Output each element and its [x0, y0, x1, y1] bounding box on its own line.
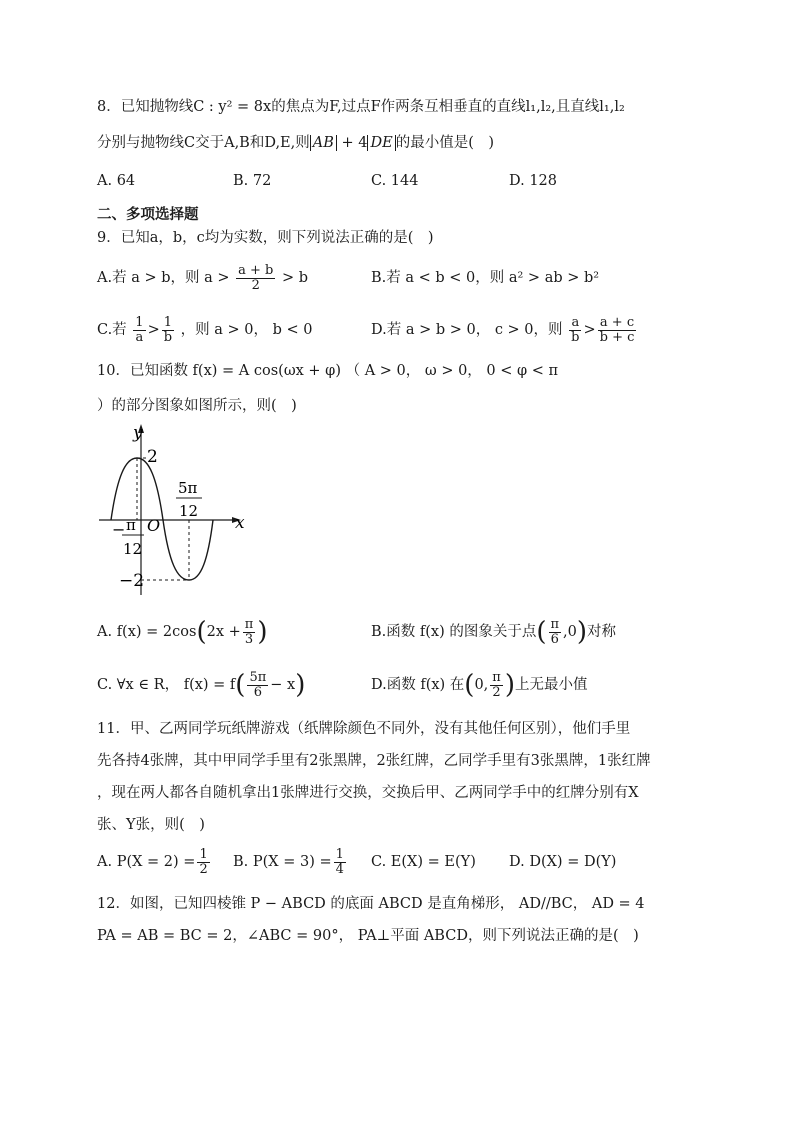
q9-a-pre: A.若 a > b，则 a > [97, 270, 230, 286]
q10-d-post: 上无最小值 [515, 677, 588, 693]
q12-line1: 12．如图，已知四棱锥 P − ABCD 的底面 ABCD 是直角梯形， AD//BC， AD = 4 [97, 896, 645, 912]
q10-stem-line2: ）的部分图象如图所示，则( ) [97, 398, 297, 414]
q9-d-frac1 [569, 316, 581, 344]
q10-a-lparen: ( [196, 617, 207, 647]
q9-d-d1: b [571, 329, 580, 345]
q10-d-den: 2 [492, 684, 501, 700]
q10-b-pre: B.函数 f(x) 的图象关于点 [371, 624, 537, 640]
q9-a-num: a + b [238, 262, 274, 278]
q10-b-rparen: ) [576, 617, 588, 647]
q8-abs-ab: AB [310, 135, 337, 151]
left-tick-num: π [126, 516, 136, 534]
right-tick-den: 12 [179, 502, 199, 520]
q9-d-pre: D.若 a > b > 0， c > 0，则 [371, 322, 563, 338]
q9-option-d [371, 314, 638, 346]
q11-option-b [233, 846, 348, 878]
q9-stem: 9．已知a，b，c均为实数，则下列说法正确的是( ) [97, 230, 434, 246]
origin-label: O [147, 516, 161, 535]
q10-c-lparen: ( [235, 670, 246, 700]
q10-b-fraction [549, 618, 562, 646]
q10-c-minus-x: − x [270, 677, 296, 693]
section-heading: 二、多项选择题 [97, 207, 199, 223]
q10-d-lparen: ( [464, 670, 475, 700]
q10-b-post: 对称 [587, 624, 617, 640]
q11-line4: 张、Y张，则( ) [97, 817, 205, 833]
q10-option-d [371, 667, 588, 703]
q8-option-b: B. 72 [233, 173, 272, 189]
q10-c-rparen: ) [295, 670, 306, 700]
q11-a-fraction [197, 848, 209, 876]
q9-c-d2: b [163, 329, 173, 345]
q12-line2: PA = AB = BC = 2，∠ABC = 90°， PA⊥平面 ABCD，则下列说法正确的是( ) [97, 928, 639, 944]
q9-d-gt: > [583, 322, 596, 338]
q11-a-pre: A. P(X = 2) = [97, 854, 196, 870]
q9-c-n2: 1 [162, 316, 174, 331]
q10-b-zero: ,0 [563, 624, 577, 640]
right-tick-num: 5π [178, 479, 198, 497]
q10-a-rparen: ) [257, 617, 268, 647]
q9-c-frac1 [133, 316, 145, 344]
q10-c-den: 6 [253, 684, 262, 700]
q9-option-a [97, 262, 308, 294]
q10-a-pre: A. f(x) = 2cos [97, 624, 197, 640]
q10-b-num: π [550, 616, 560, 632]
q9-a-den: 2 [251, 277, 260, 293]
q11-b-den: 4 [335, 861, 344, 877]
q8-option-a: A. 64 [97, 173, 136, 189]
q9-c-gt: > [147, 322, 160, 338]
q8-line2-post: 的最小值是( ) [395, 135, 495, 151]
left-tick-sign: − [112, 520, 126, 539]
q10-option-b [371, 614, 616, 650]
q11-a-num: 1 [199, 846, 208, 862]
x-axis-label: x [235, 513, 245, 533]
q9-d-n1: a [569, 316, 581, 331]
q10-d-fraction [490, 671, 503, 699]
q9-d-d2: b + c [599, 329, 635, 345]
q10-c-num: 5π [249, 669, 267, 685]
q9-d-n2: a + c [598, 316, 637, 331]
q10-a-num: π [244, 616, 254, 632]
q10-a-den: 3 [244, 631, 254, 647]
q10-option-a [97, 614, 267, 650]
q11-option-c: C. E(X) = E(Y) [371, 854, 476, 870]
q11-b-pre: B. P(X = 3) = [233, 854, 332, 870]
q10-d-pre: D.函数 f(x) 在 [371, 677, 465, 693]
q8-abs-de: DE [367, 135, 395, 151]
q8-option-d: D. 128 [509, 173, 558, 189]
q9-a-fraction [236, 264, 275, 292]
q11-line3: ，现在两人都各自随机拿出1张牌进行交换，交换后甲、乙两同学手中的红牌分别有X [97, 785, 639, 801]
q10-stem-line1: 10．已知函数 f(x) = A cos(ωx + φ) （ A > 0， ω > 0， 0 < φ < π [97, 363, 559, 379]
q8-line2-pre: 分别与抛物线C交于A,B和D,E,则 [97, 135, 310, 151]
q11-a-den: 2 [199, 861, 208, 877]
q11-line2: 先各持4张牌，其中甲同学手里有2张黑牌，2张红牌，乙同学手里有3张黑牌，1张红牌 [97, 753, 651, 769]
q8-option-c: C. 144 [371, 173, 419, 189]
q11-b-fraction [334, 848, 346, 876]
max-value-label: 2 [147, 447, 158, 467]
q11-line1: 11．甲、乙两同学玩纸牌游戏（纸牌除颜色不同外，没有其他任何区别），他们手里 [97, 721, 631, 737]
q10-option-c [97, 667, 305, 703]
q8-line1: 8．已知抛物线C : y² = 8x的焦点为F,过点F作两条互相垂直的直线l₁,l₂,且直线l₁,l₂ [97, 99, 625, 115]
q9-c-pre: C.若 [97, 322, 127, 338]
left-tick-den: 12 [123, 540, 143, 558]
q8-line2 [97, 133, 494, 153]
q11-option-d: D. D(X) = D(Y) [509, 854, 617, 870]
min-value-label: −2 [119, 571, 145, 591]
q11-option-a [97, 846, 212, 878]
y-axis-label: y [133, 423, 143, 443]
q9-a-post: > b [281, 270, 308, 286]
q10-b-den: 6 [550, 631, 559, 647]
q10-b-lparen: ( [536, 617, 547, 647]
q9-d-frac2 [598, 316, 637, 344]
q10-a-fraction [243, 618, 256, 646]
q10-d-num: π [492, 669, 501, 685]
q10-d-zero: 0, [474, 677, 489, 693]
q9-c-d1: a [135, 329, 144, 345]
q8-plus4: + 4 [336, 135, 368, 151]
q11-b-num: 1 [335, 846, 344, 862]
q9-option-b: B.若 a < b < 0，则 a² > ab > b² [371, 270, 600, 286]
q10-c-pre: C. ∀x ∈ R， f(x) = f [97, 677, 236, 693]
q9-c-frac2 [162, 316, 174, 344]
q9-c-n1: 1 [135, 314, 144, 330]
q9-option-c [97, 314, 313, 346]
q10-a-inner: 2x + [206, 624, 241, 640]
q10-d-rparen: ) [504, 670, 515, 700]
q9-c-post: ，则 a > 0， b < 0 [180, 322, 313, 338]
function-graph [95, 420, 255, 600]
q10-c-fraction [247, 671, 268, 699]
